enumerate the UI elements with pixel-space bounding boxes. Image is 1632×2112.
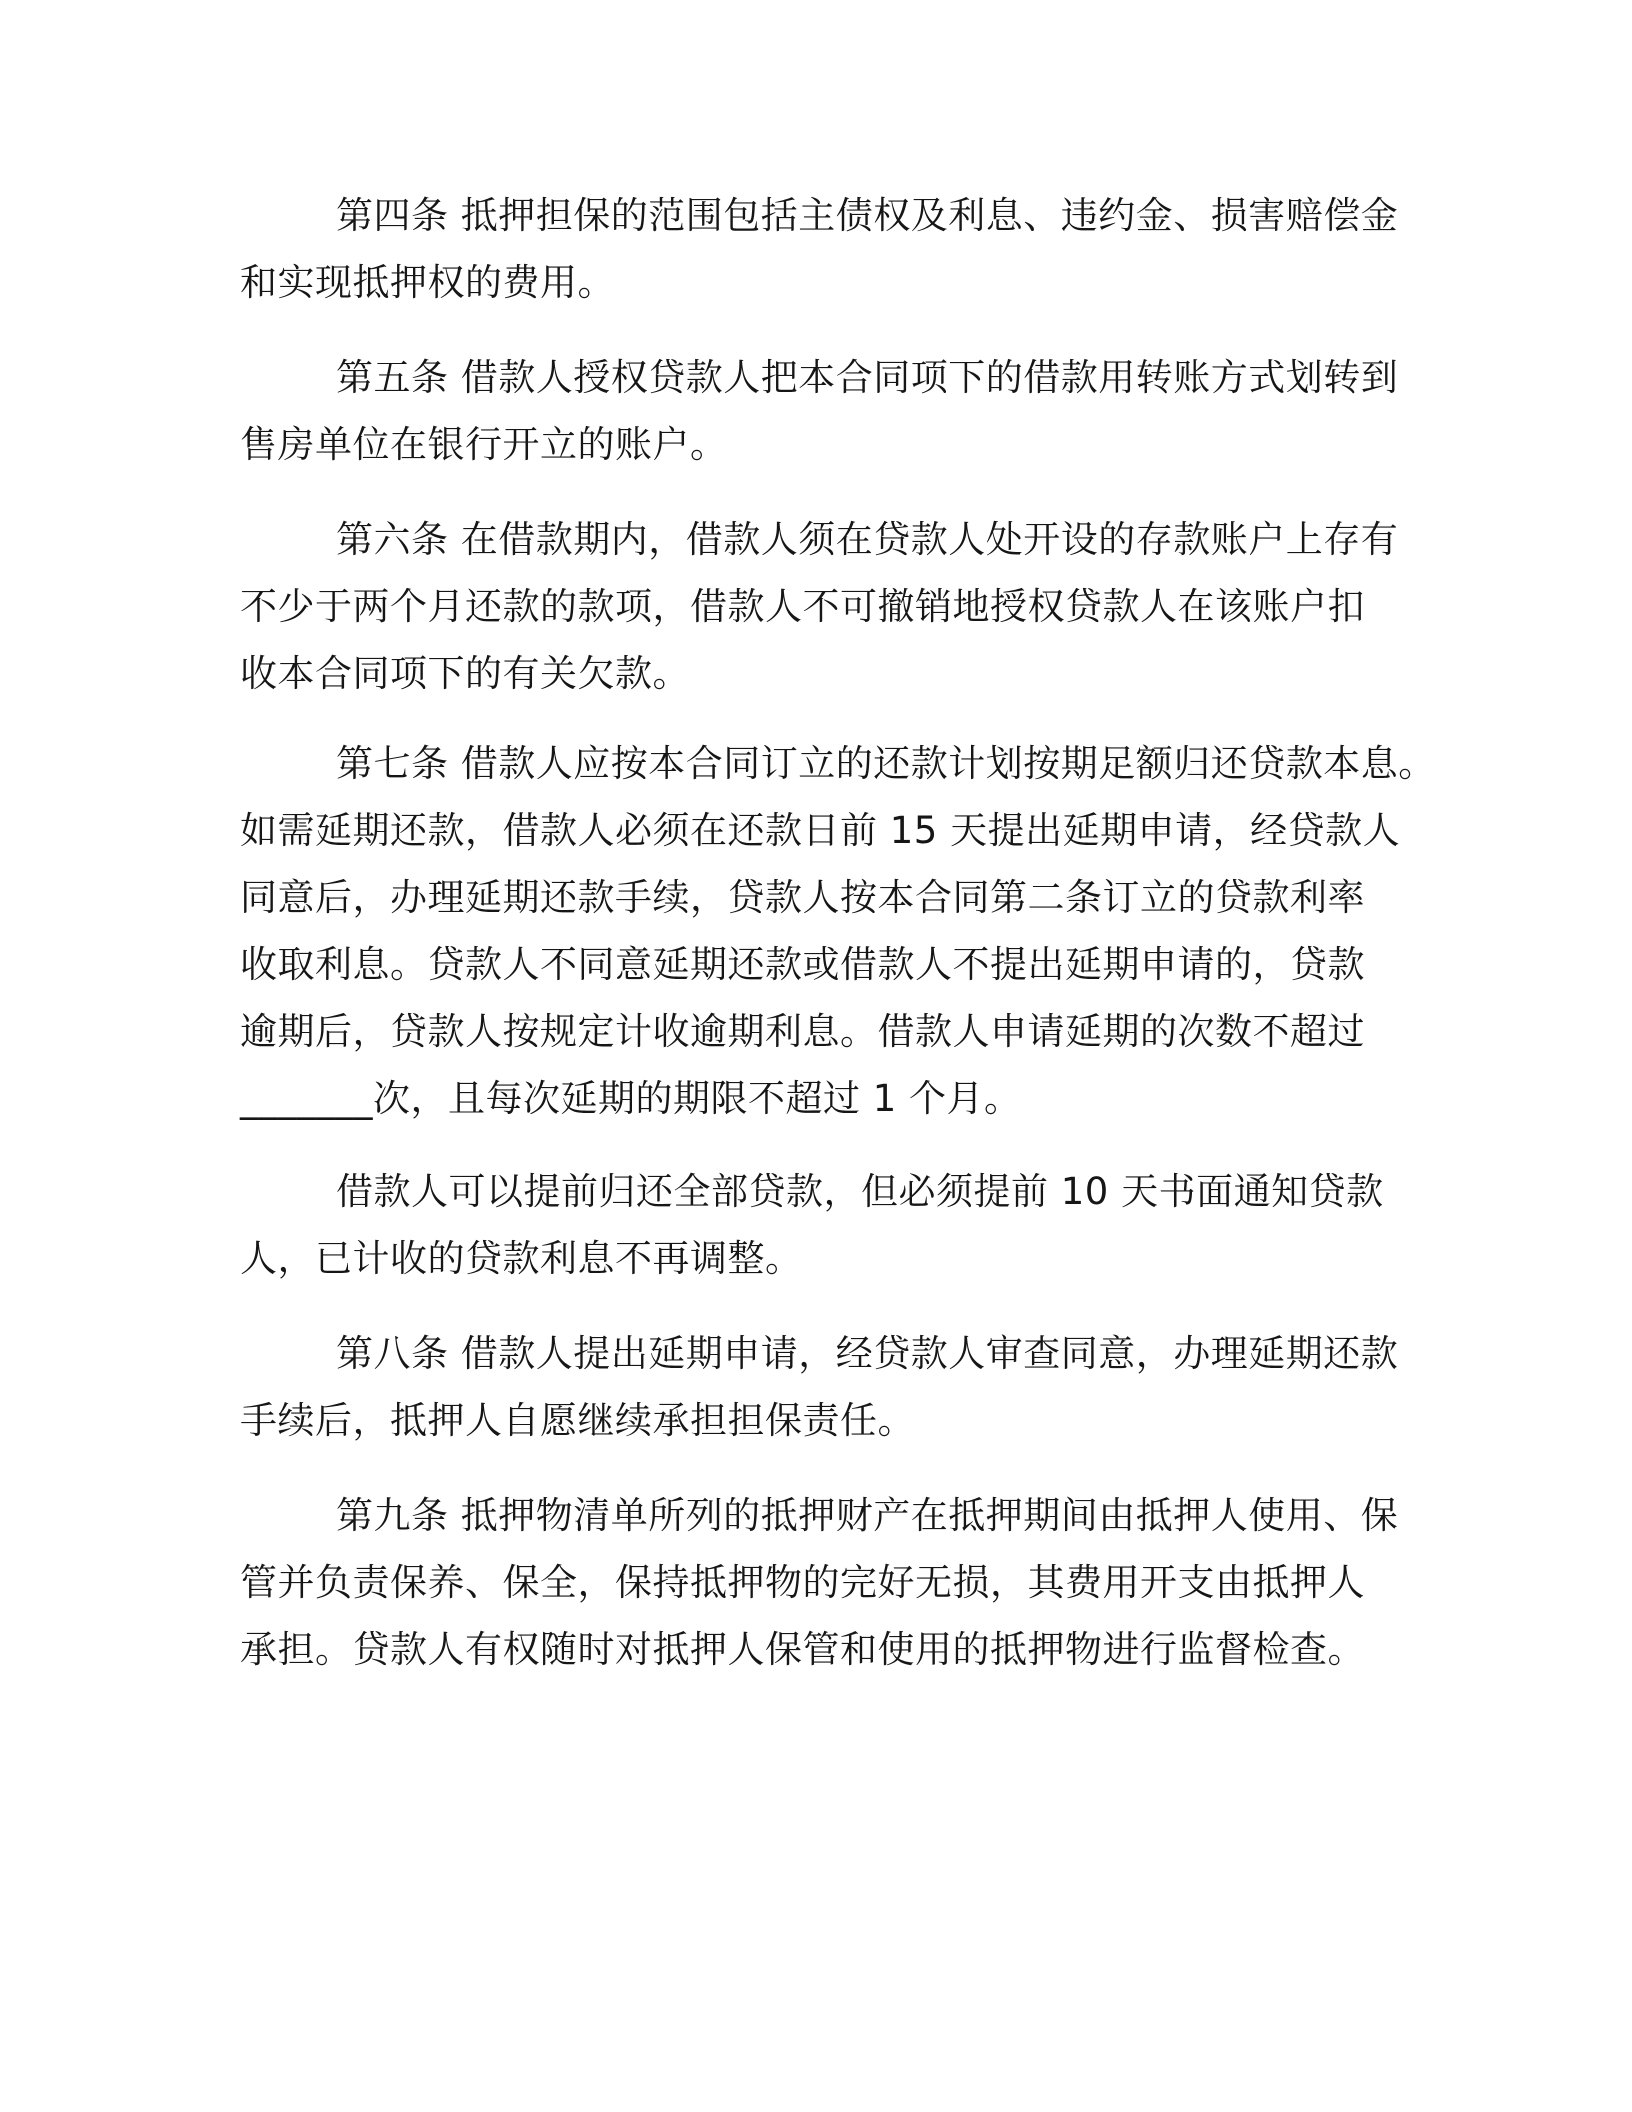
paragraph-line: 不少于两个月还款的款项，借款人不可撤销地授权贷款人在该账户扣 <box>240 585 1365 628</box>
paragraph-line: 承担。贷款人有权随时对抵押人保管和使用的抵押物进行监督检查。 <box>240 1628 1365 1671</box>
paragraph-line: 第七条 借款人应按本合同订立的还款计划按期足额归还贷款本息。 <box>336 742 1436 785</box>
paragraph-line: 第四条 抵押担保的范围包括主债权及利息、违约金、损害赔偿金 <box>336 194 1399 237</box>
paragraph-line: 同意后，办理延期还款手续，贷款人按本合同第二条订立的贷款利率 <box>240 876 1365 919</box>
paragraph-line: 第八条 借款人提出延期申请，经贷款人审查同意，办理延期还款 <box>336 1332 1399 1375</box>
article-9-paragraph <box>240 1482 1400 1683</box>
paragraph-line: 手续后，抵押人自愿继续承担担保责任。 <box>240 1399 915 1442</box>
article-5-paragraph <box>240 344 1400 478</box>
paragraph-line: 和实现抵押权的费用。 <box>240 261 615 304</box>
paragraph-line: 管并负责保养、保全，保持抵押物的完好无损，其费用开支由抵押人 <box>240 1561 1365 1604</box>
article-6-paragraph <box>240 506 1400 707</box>
article-8-paragraph <box>240 1320 1400 1454</box>
paragraph-line: 如需延期还款，借款人必须在还款日前 15 天提出延期申请，经贷款人 <box>240 809 1401 852</box>
paragraph-line: 收本合同项下的有关欠款。 <box>240 652 690 695</box>
paragraph-line: 借款人可以提前归还全部贷款，但必须提前 10 天书面通知贷款 <box>336 1170 1384 1213</box>
paragraph-line: 收取利息。贷款人不同意延期还款或借款人不提出延期申请的，贷款 <box>240 943 1365 986</box>
article-7-paragraph <box>240 730 1436 1132</box>
paragraph-line: 第五条 借款人授权贷款人把本合同项下的借款用转账方式划转到 <box>336 356 1399 399</box>
paragraph-line: 售房单位在银行开立的账户。 <box>240 423 728 466</box>
paragraph-line: 逾期后，贷款人按规定计收逾期利息。借款人申请延期的次数不超过 <box>240 1010 1365 1053</box>
paragraph-line: _______次，且每次延期的期限不超过 1 个月。 <box>240 1077 1022 1120</box>
paragraph-line: 人，已计收的贷款利息不再调整。 <box>240 1237 803 1280</box>
paragraph-line: 第九条 抵押物清单所列的抵押财产在抵押期间由抵押人使用、保 <box>336 1494 1399 1537</box>
article-4-paragraph <box>240 182 1400 316</box>
paragraph-line: 第六条 在借款期内，借款人须在贷款人处开设的存款账户上存有 <box>336 518 1399 561</box>
prepayment-paragraph <box>240 1158 1400 1292</box>
